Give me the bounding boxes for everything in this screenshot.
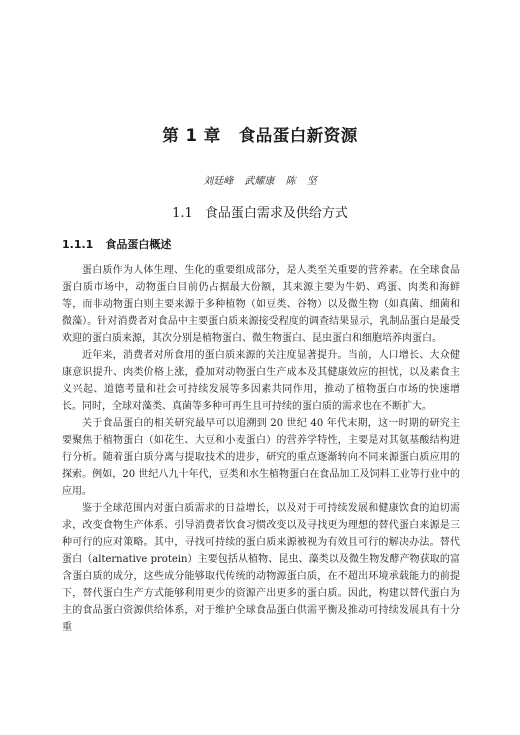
- chapter-authors: 刘廷峰 武耀康 陈 坚: [203, 176, 317, 187]
- section-heading: [0, 202, 520, 221]
- subsection-number: 1.1.1: [62, 238, 94, 251]
- body-paragraph: 关于食品蛋白的相关研究最早可以追溯到 20 世纪 40 年代末期，这一时期的研究主要聚焦于植物蛋白（如花生、大豆和小麦蛋白）的营养学特性，主要是对其氨基酸结构进行分析。随着蛋白质分离与提取技术的进步，研究的重点逐渐转向不同来源蛋白质应用的探索。例如，20 世纪八九十年代，豆类和水生植物蛋白在食品加工及饲料工业等行业中的应用。: [62, 418, 460, 497]
- section-number: 1.1: [172, 206, 193, 221]
- body-paragraph: 鉴于全球范围内对蛋白质需求的日益增长，以及对于可持续发展和健康饮食的迫切需求，改变食物生产体系、引导消费者饮食习惯改变以及寻找更为理想的替代蛋白来源是三种可行的应对策略。其中，寻找可持续的蛋白质来源被视为有效且可行的解决办法。替代蛋白（alternative protein）主要包括从植物、昆虫、藻类以及微生物发酵产物获取的富含蛋白质的成分，这些成分能够取代传统的动物源蛋白质，在不超出环境承载能力的前提下，替代蛋白生产方式能够利用更少的资源产出更多的蛋白质。因此，构建以替代蛋白为主的食品蛋白资源供给体系，对于维护全球食品蛋白供需平衡及推动可持续发展具有十分重: [62, 503, 460, 633]
- subsection-title-text: 食品蛋白概述: [105, 238, 172, 251]
- chapter-title: [0, 122, 520, 146]
- section-title-text: 食品蛋白需求及供给方式: [204, 206, 348, 221]
- body-paragraph: 蛋白质作为人体生理、生化的重要组成部分，是人类至关重要的营养素。在全球食品蛋白质市场中，动物蛋白目前仍占据最大份额，其来源主要为牛奶、鸡蛋、肉类和海鲜等，而非动物蛋白则主要来源于多种植物（如豆类、谷物）以及微生物（如真菌、细菌和微藻）。针对消费者对食品中主要蛋白质来源接受程度的调查结果显示，乳制品蛋白是最受欢迎的蛋白质来源，其次分别是植物蛋白、微生物蛋白、昆虫蛋白和细胞培养肉蛋白。: [62, 265, 460, 344]
- chapter-title-text: 食品蛋白新资源: [238, 126, 358, 145]
- subsection-heading: [62, 236, 171, 252]
- chapter-number: 第 1 章: [162, 126, 221, 145]
- body-text: [62, 262, 460, 636]
- body-paragraph: 近年来，消费者对所食用的蛋白质来源的关注度显著提升。当前，人口增长、大众健康意识提升、肉类价格上涨，叠加对动物蛋白生产成本及其健康效应的担忧，以及素食主义兴起、道德考量和社会可持续发展等多因素共同作用，推动了植物蛋白市场的快速增长。同时，全球对藻类、真菌等多种可再生且可持续的蛋白质的需求也在不断扩大。: [62, 350, 460, 412]
